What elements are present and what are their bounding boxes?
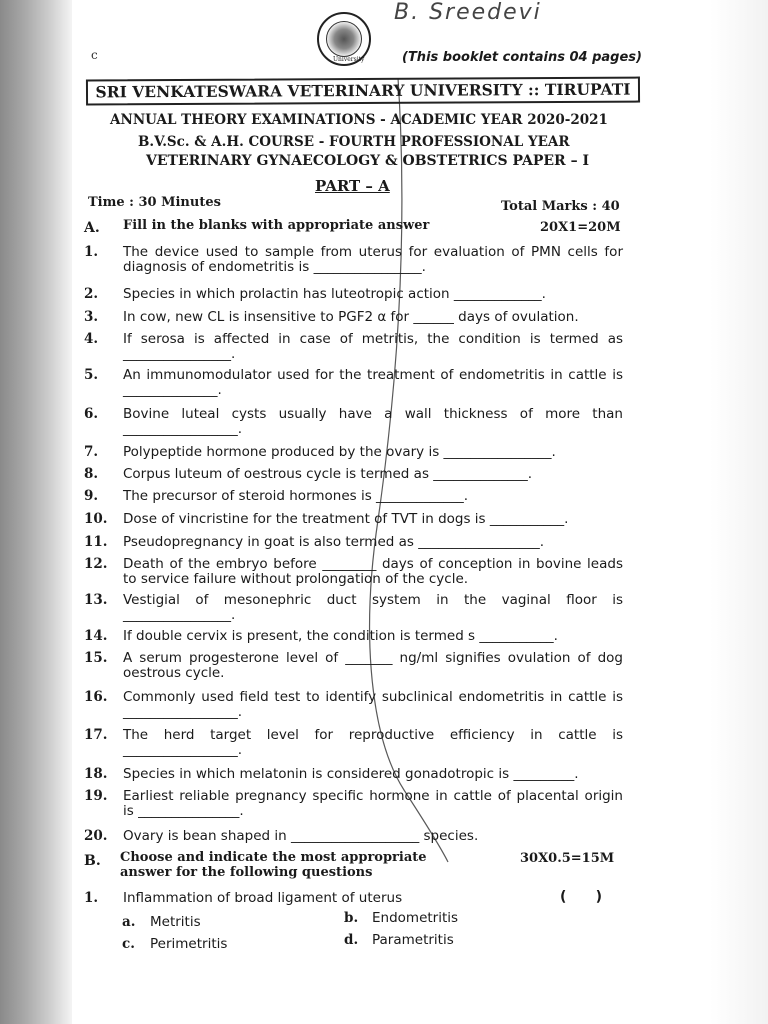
question-number: 2. xyxy=(84,286,99,302)
question-number: 1. xyxy=(84,890,99,906)
question-text: If serosa is affected in case of metritis, the condition is termed as ________________. xyxy=(123,331,623,362)
question-number: 20. xyxy=(84,828,108,844)
question-number: 19. xyxy=(84,788,108,804)
time-allowed: Time : 30 Minutes xyxy=(88,195,221,210)
question-number: 12. xyxy=(84,556,108,572)
question-text: The precursor of steroid hormones is _____________. xyxy=(123,488,469,504)
section-b-marks: 30X0.5=15M xyxy=(520,851,615,866)
question-number: 9. xyxy=(84,488,99,504)
question-number: 17. xyxy=(84,727,108,743)
question-text: Polypeptide hormone produced by the ovary is ________________. xyxy=(123,444,556,460)
booklet-note: (This booklet contains 04 pages) xyxy=(402,50,642,65)
section-a-marks: 20X1=20M xyxy=(540,220,621,235)
question-number: 15. xyxy=(84,650,108,666)
seal-emblem xyxy=(326,21,362,57)
answer-bracket[interactable]: ( ) xyxy=(560,889,603,905)
seal-motto: University xyxy=(333,56,365,63)
question-text: Corpus luteum of oestrous cycle is termed as ______________. xyxy=(123,466,533,482)
question-number: 8. xyxy=(84,466,99,482)
question-number: 18. xyxy=(84,766,108,782)
question-text: Ovary is bean shaped in ___________________ species. xyxy=(123,828,479,844)
question-text: Vestigial of mesonephric duct system in the vaginal floor is ________________. xyxy=(123,592,623,623)
margin-mark: c xyxy=(91,48,98,62)
question-text: Bovine luteal cysts usually have a wall thickness of more than _________________. xyxy=(123,406,623,437)
question-number: 13. xyxy=(84,592,108,608)
option-a xyxy=(122,914,201,930)
question-text: The device used to sample from uterus for evaluation of PMN cells for diagnosis of endometritis is ________________. xyxy=(123,244,623,275)
question-text: An immunomodulator used for the treatment of endometritis in cattle is ______________. xyxy=(123,367,623,398)
option-key: d. xyxy=(344,932,359,948)
question-text: Dose of vincristine for the treatment of TVT in dogs is ___________. xyxy=(123,511,569,527)
section-a-title: Fill in the blanks with appropriate answer xyxy=(123,218,430,233)
exam-title: ANNUAL THEORY EXAMINATIONS - ACADEMIC YEAR 2020-2021 xyxy=(110,112,608,128)
question-text: Inflammation of broad ligament of uterus xyxy=(123,890,403,906)
question-number: 1. xyxy=(84,244,99,260)
question-number: 11. xyxy=(84,534,108,550)
total-marks: Total Marks : 40 xyxy=(501,199,620,214)
option-b xyxy=(344,910,458,926)
section-a-letter: A. xyxy=(84,220,100,236)
question-number: 5. xyxy=(84,367,99,383)
paper-title: VETERINARY GYNAECOLOGY & OBSTETRICS PAPER – I xyxy=(146,153,589,169)
part-heading: PART – A xyxy=(315,177,390,195)
question-number: 4. xyxy=(84,331,99,347)
question-number: 14. xyxy=(84,628,108,644)
question-number: 7. xyxy=(84,444,99,460)
question-number: 10. xyxy=(84,511,108,527)
question-text: If double cervix is present, the condition is termed s ___________. xyxy=(123,628,558,644)
section-b-letter: B. xyxy=(84,853,101,869)
question-text: Species in which prolactin has luteotropic action _____________. xyxy=(123,286,546,302)
question-text: Commonly used field test to identify subclinical endometritis in cattle is _________________. xyxy=(123,689,623,720)
option-key: b. xyxy=(344,910,359,926)
section-b-title: Choose and indicate the most appropriate answer for the following questions xyxy=(120,850,427,880)
question-text: Death of the embryo before ________ days of conception in bovine leads to service failure without prolongation of the cycle. xyxy=(123,556,623,587)
question-text: The herd target level for reproductive efficiency in cattle is _________________. xyxy=(123,727,623,758)
option-d xyxy=(344,932,454,948)
option-key: a. xyxy=(122,914,136,930)
option-text: Endometritis xyxy=(372,910,459,926)
handwritten-signature: B. Sreedevi xyxy=(394,0,542,25)
option-key: c. xyxy=(122,936,135,952)
question-number: 6. xyxy=(84,406,99,422)
university-title: SRI VENKATESWARA VETERINARY UNIVERSITY :: TIRUPATI xyxy=(86,77,640,106)
question-text: Pseudopregnancy in goat is also termed as __________________. xyxy=(123,534,544,550)
option-text: Parametritis xyxy=(372,932,454,948)
option-c xyxy=(122,936,227,952)
question-text: In cow, new CL is insensitive to PGF2 α for ______ days of ovulation. xyxy=(123,309,579,325)
exam-paper xyxy=(62,0,710,1024)
question-text: Species in which melatonin is considered gonadotropic is _________. xyxy=(123,766,579,782)
question-text: Earliest reliable pregnancy specific hormone in cattle of placental origin is _______________. xyxy=(123,788,623,819)
course-title: B.V.Sc. & A.H. COURSE - FOURTH PROFESSIONAL YEAR xyxy=(138,134,570,150)
question-number: 16. xyxy=(84,689,108,705)
question-text: A serum progesterone level of _______ ng/ml signifies ovulation of dog oestrous cycle. xyxy=(123,650,623,681)
option-text: Metritis xyxy=(150,914,201,930)
option-text: Perimetritis xyxy=(150,936,228,952)
page-edge-right xyxy=(710,0,768,1024)
question-number: 3. xyxy=(84,309,99,325)
university-seal-icon xyxy=(317,12,371,66)
